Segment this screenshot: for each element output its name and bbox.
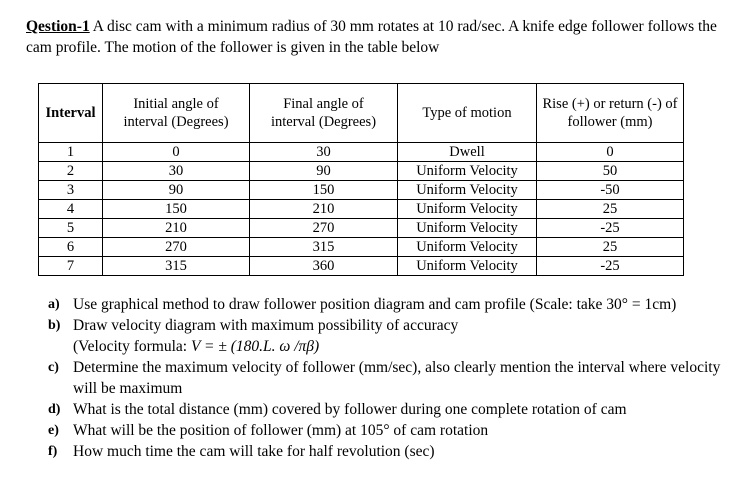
header-type-of-motion: Type of motion xyxy=(398,84,537,143)
sub-question-text: Use graphical method to draw follower position diagram and cam profile (Scale: take 30° = 1cm) xyxy=(73,296,677,313)
cell-final: 270 xyxy=(250,219,398,238)
sub-question-f xyxy=(48,441,728,462)
cell-type: Uniform Velocity xyxy=(398,181,537,200)
cell-interval: 5 xyxy=(39,219,103,238)
velocity-formula-prefix: (Velocity formula: xyxy=(73,338,191,355)
table-row xyxy=(39,162,684,181)
cell-rise: 25 xyxy=(537,238,684,257)
sub-question-b xyxy=(48,315,728,357)
cell-type: Uniform Velocity xyxy=(398,219,537,238)
table-row xyxy=(39,238,684,257)
cell-initial: 210 xyxy=(103,219,250,238)
cell-rise: 50 xyxy=(537,162,684,181)
sub-question-text: What will be the position of follower (mm) at 105° of cam rotation xyxy=(73,422,489,439)
cell-interval: 4 xyxy=(39,200,103,219)
cell-interval: 6 xyxy=(39,238,103,257)
velocity-formula: V = ± (180.L. ω /πβ) xyxy=(190,338,320,355)
table-row xyxy=(39,200,684,219)
cell-rise: 0 xyxy=(537,143,684,162)
sub-question-c xyxy=(48,357,728,399)
sub-question-a xyxy=(48,294,728,315)
cell-rise: -50 xyxy=(537,181,684,200)
sub-question-text: Draw velocity diagram with maximum possibility of accuracy xyxy=(73,317,459,334)
sub-question-text: How much time the cam will take for half revolution (sec) xyxy=(73,443,435,460)
table-row xyxy=(39,219,684,238)
cell-initial: 90 xyxy=(103,181,250,200)
sub-question-letter: c) xyxy=(48,360,59,375)
cell-interval: 1 xyxy=(39,143,103,162)
sub-questions-list xyxy=(48,294,728,462)
cell-initial: 150 xyxy=(103,200,250,219)
cell-rise: -25 xyxy=(537,257,684,276)
cell-type: Uniform Velocity xyxy=(398,238,537,257)
table-header-row xyxy=(39,84,684,143)
header-rise-return: Rise (+) or return (-) of follower (mm) xyxy=(537,84,684,143)
cell-interval: 7 xyxy=(39,257,103,276)
cell-initial: 30 xyxy=(103,162,250,181)
sub-question-letter: e) xyxy=(48,423,59,438)
sub-question-letter: a) xyxy=(48,297,60,312)
question-text: A disc cam with a minimum radius of 30 mm rotates at 10 rad/sec. A knife edge follower follows the cam profile. The motion of the follower is given in the table below xyxy=(26,18,717,56)
motion-table xyxy=(38,83,684,276)
sub-question-letter: b) xyxy=(48,318,61,333)
header-initial-angle: Initial angle of interval (Degrees) xyxy=(103,84,250,143)
cell-initial: 270 xyxy=(103,238,250,257)
header-interval: Interval xyxy=(39,84,103,143)
sub-question-d xyxy=(48,399,728,420)
table-row xyxy=(39,181,684,200)
cell-initial: 0 xyxy=(103,143,250,162)
cell-final: 150 xyxy=(250,181,398,200)
cell-type: Uniform Velocity xyxy=(398,200,537,219)
cell-final: 210 xyxy=(250,200,398,219)
cell-final: 30 xyxy=(250,143,398,162)
cell-final: 90 xyxy=(250,162,398,181)
table-row xyxy=(39,143,684,162)
header-final-angle: Final angle of interval (Degrees) xyxy=(250,84,398,143)
cell-type: Uniform Velocity xyxy=(398,257,537,276)
question-label: Qestion-1 xyxy=(26,18,90,35)
cell-type: Dwell xyxy=(398,143,537,162)
cell-interval: 2 xyxy=(39,162,103,181)
cell-rise: -25 xyxy=(537,219,684,238)
cell-initial: 315 xyxy=(103,257,250,276)
cell-rise: 25 xyxy=(537,200,684,219)
cell-final: 360 xyxy=(250,257,398,276)
sub-question-text: Determine the maximum velocity of follower (mm/sec), also clearly mention the interval where velocity will be maximum xyxy=(73,359,721,397)
cell-final: 315 xyxy=(250,238,398,257)
table-row xyxy=(39,257,684,276)
sub-question-letter: d) xyxy=(48,402,61,417)
cell-interval: 3 xyxy=(39,181,103,200)
sub-question-text: What is the total distance (mm) covered by follower during one complete rotation of cam xyxy=(73,401,627,418)
cell-type: Uniform Velocity xyxy=(398,162,537,181)
question-intro xyxy=(26,16,726,58)
sub-question-e xyxy=(48,420,728,441)
sub-question-letter: f) xyxy=(48,444,58,459)
